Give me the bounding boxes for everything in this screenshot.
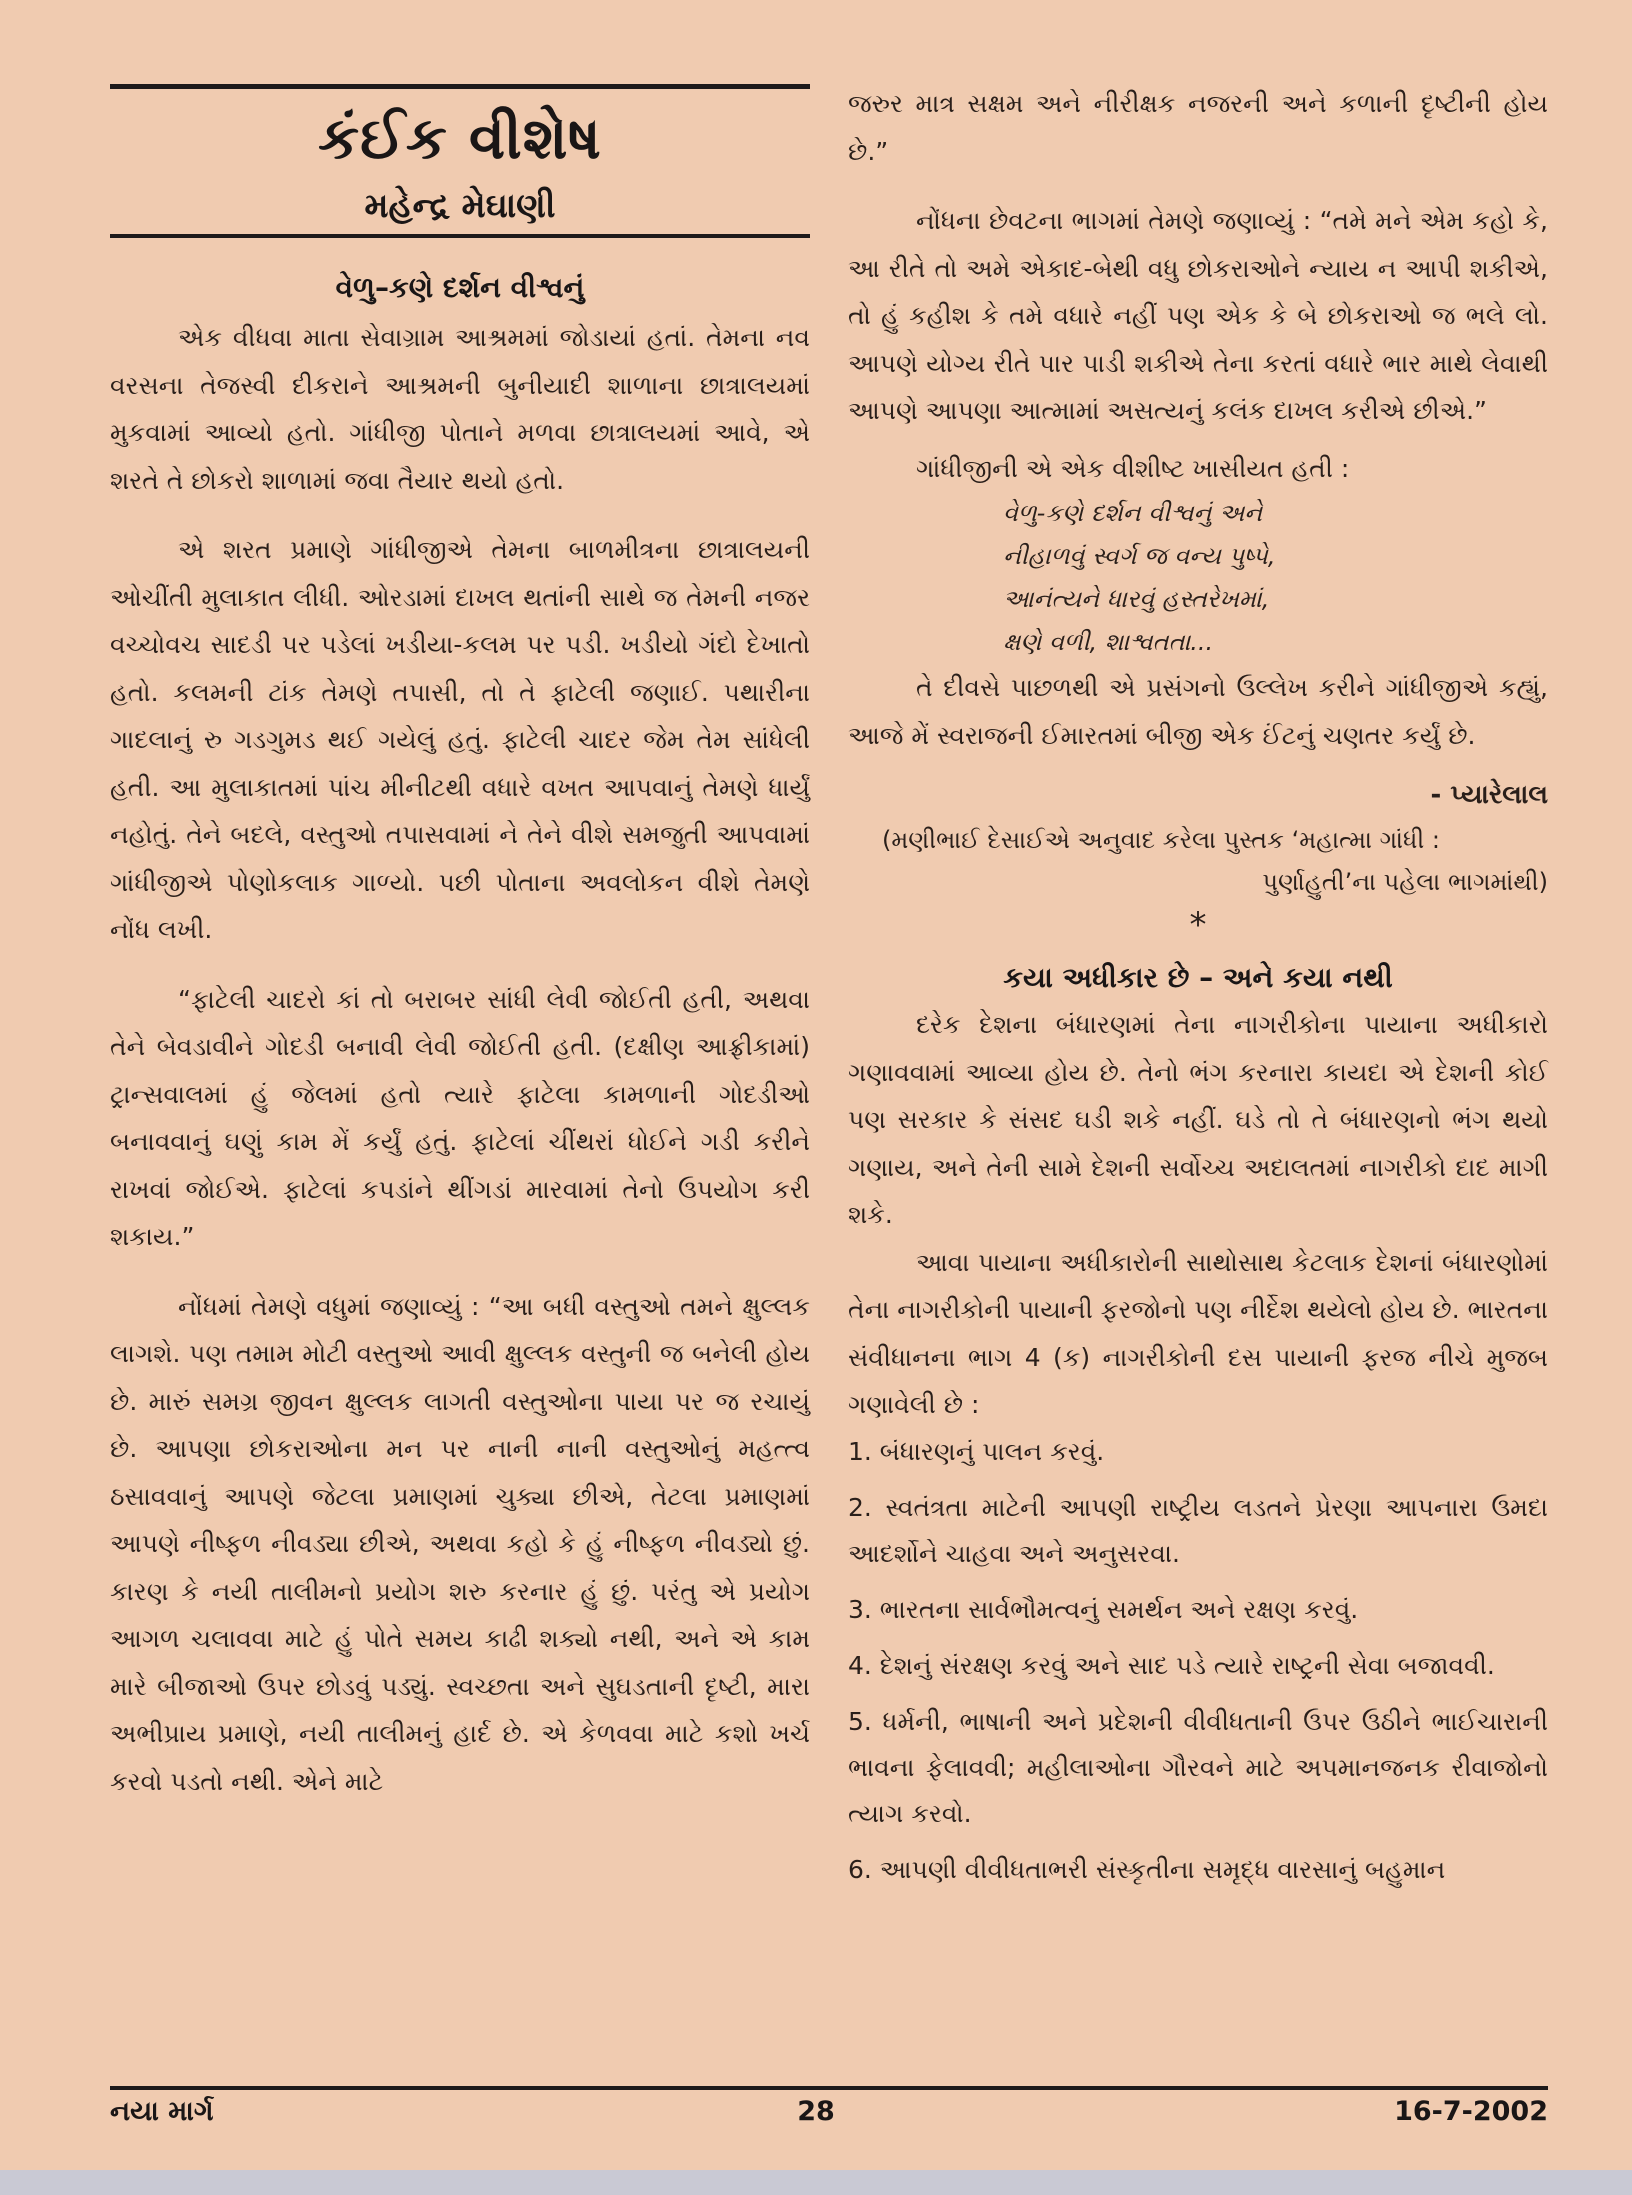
left-column <box>110 262 810 1805</box>
article1-paragraph-8: તે દીવસે પાછળથી એ પ્રસંગનો ઉલ્લેખ કરીને ગાંધીજીએ કહ્યું, આજે મેં સ્વરાજની ઈમારતમાં બીજી એક ઈંટનું ચણતર કર્યું છે. <box>848 673 1548 750</box>
footer-rule <box>110 2086 1548 2090</box>
poem-line: આનંત્યને ધારવું હસ્તરેખમાં, <box>1003 585 1270 613</box>
source-note-line-1: (મણીભાઈ દેસાઈએ અનુવાદ કરેલા પુસ્તક ‘મહાત્મા ગાંધી : <box>882 826 1440 854</box>
article2-paragraph-2: આવા પાયાના અધીકારોની સાથોસાથ કેટલાક દેશનાં બંધારણોમાં તેના નાગરીકોની પાયાની ફરજોનો પણ નીર્દેશ થયેલો હોય છે. ભારતના સંવીધાનના ભાગ 4 (ક) નાગરીકોની દસ પાયાની ફરજ નીચે મુજબ ગણાવેલી છે : <box>848 1247 1548 1419</box>
article1-paragraph-3: “ફાટેલી ચાદરો કાં તો બરાબર સાંધી લેવી જોઈતી હતી, અથવા તેને બેવડાવીને ગોદડી બનાવી લેવી જોઈતી હતી. (દક્ષીણ આફ્રીકામાં) ટ્રાન્સવાલમાં હું જેલમાં હતો ત્યારે ફાટેલા કામળાની ગોદડીઓ બનાવવાનું ઘણું કામ મેં કર્યું હતું. ફાટેલાં ચીંથરાં ધોઈને ગડી કરીને રાખવાં જોઈએ. ફાટેલાં કપડાંને થીંગડાં મારવામાં તેનો ઉપયોગ કરી શકાય.” <box>110 984 810 1251</box>
right-column <box>848 80 1548 1903</box>
author-signature: - પ્યારેલાલ <box>1430 780 1548 810</box>
article1-paragraph-4: નોંધમાં તેમણે વધુમાં જણાવ્યું : “આ બધી વસ્તુઓ તમને ક્ષુલ્લક લાગશે. પણ તમામ મોટી વસ્તુઓ આવી ક્ષુલ્લક વસ્તુની જ બનેલી હોય છે. મારું સમગ્ર જીવન ક્ષુલ્લક લાગતી વસ્તુઓના પાયા પર જ રચાયું છે. આપણા છોકરાઓના મન પર નાની નાની વસ્તુઓનું મહત્ત્વ ઠસાવવાનું આપણે જેટલા પ્રમાણમાં ચુક્યા છીએ, તેટલા પ્રમાણમાં આપણે નીષ્ફળ નીવડ્યા છીએ, અથવા કહો કે હું નીષ્ફળ નીવડ્યો છું. કારણ કે નયી તાલીમનો પ્રયોગ શરુ કરનાર હું છું. પરંતુ એ પ્રયોગ આગળ ચલાવવા માટે હું પોતે સમય કાઢી શક્યો નથી, અને એ કામ મારે બીજાઓ ઉપર છોડવું પડ્યું. સ્વચ્છતા અને સુઘડતાની દૃષ્ટી, મારા અભીપ્રાય પ્રમાણે, નયી તાલીમનું હાર્દ છે. એ કેળવવા માટે કશો ખર્ચ કરવો પડતો નથી. એને માટે <box>110 1291 810 1796</box>
issue-date: 16-7-2002 <box>1394 2096 1548 2127</box>
section-separator: * <box>1189 905 1207 945</box>
poem-line: ક્ષણે વળી, શાશ્વતતા... <box>1003 628 1214 656</box>
source-note-line-2: પુર્ણાહુતી’ના પહેલા ભાગમાંથી) <box>1262 868 1548 896</box>
list-item: 6. આપણી વીવીધતાભરી સંસ્કૃતીના સમૃદ્ધ વારસાનું બહુમાન <box>848 1854 1446 1884</box>
article2-paragraph-1: દરેક દેશના બંધારણમાં તેના નાગરીકોના પાયાના અધીકારો ગણાવવામાં આવ્યા હોય છે. તેનો ભંગ કરનારા કાયદા એ દેશની કોઈ પણ સરકાર કે સંસદ ઘડી શકે નહીં. ઘડે તો તે બંધારણનો ભંગ થયો ગણાય, અને તેની સામે દેશની સર્વોચ્ચ અદાલતમાં નાગરીકો દાદ માગી શકે. <box>848 1010 1548 1229</box>
article1-paragraph-2: એ શરત પ્રમાણે ગાંધીજીએ તેમના બાળમીત્રના છાત્રાલયની ઓચીંતી મુલાકાત લીધી. ઓરડામાં દાખલ થતાંની સાથે જ તેમની નજર વચ્ચોવચ સાદડી પર પડેલાં ખડીયા-કલમ પર પડી. ખડીયો ગંદો દેખાતો હતો. કલમની ટાંક તેમણે તપાસી, તો તે ફાટેલી જણાઈ. પથારીના ગાદલાનું રુ ગડગુમડ થઈ ગયેલું હતું. ફાટેલી ચાદર જેમ તેમ સાંધેલી હતી. આ મુલાકાતમાં પાંચ મીનીટથી વધારે વખત આપવાનું તેમણે ધાર્યું નહોતું. તેને બદલે, વસ્તુઓ તપાસવામાં ને તેને વીશે સમજુતી આપવામાં ગાંધીજીએ પોણોકલાક ગાળ્યો. પછી પોતાના અવલોકન વીશે તેમણે નોંધ લખી. <box>110 535 810 944</box>
page-number: 28 <box>797 2096 835 2127</box>
poem <box>848 492 1548 664</box>
list-item: 5. ધર્મની, ભાષાની અને પ્રદેશની વીવીધતાની ઉપર ઉઠીને ભાઈચારાની ભાવના ફેલાવવી; મહીલાઓના ગૌરવને માટે અપમાનજનક રીવાજોનો ત્યાગ કરવો. <box>848 1706 1548 1828</box>
article1-paragraph-7: ગાંધીજીની એ એક વીશીષ્ટ ખાસીયત હતી : <box>916 453 1350 483</box>
poem-line: નીહાળવું સ્વર્ગ જ વન્ય પુષ્પે, <box>1003 542 1276 570</box>
poem-line: વેળુ-કણે દર્શન વીશ્વનું અને <box>1003 499 1263 527</box>
list-item: 1. બંધારણનું પાલન કરવું. <box>848 1436 1105 1466</box>
duties-list <box>848 1429 1548 1893</box>
article1-paragraph-5: જરુર માત્ર સક્ષમ અને નીરીક્ષક નજરની અને કળાની દૃષ્ટીની હોય છે.” <box>848 89 1548 166</box>
scan-edge <box>0 2170 1632 2195</box>
article1-title: વેળુ–કણે દર્શન વીશ્વનું <box>335 271 585 304</box>
column-author: મહેન્દ્ર મેઘાણી <box>364 186 556 226</box>
column-title: કંઈક વીશેષ <box>318 104 602 172</box>
list-item: 2. સ્વતંત્રતા માટેની આપણી રાષ્ટ્રીય લડતને પ્રેરણા આપનારા ઉમદા આદર્શોને ચાહવા અને અનુસરવા. <box>848 1492 1548 1568</box>
author-rule <box>110 234 810 238</box>
top-rule <box>110 84 810 89</box>
article1-paragraph-6: નોંધના છેવટના ભાગમાં તેમણે જણાવ્યું : “તમે મને એમ કહો કે, આ રીતે તો અમે એકાદ-બેથી વધુ છોકરાઓને ન્યાય ન આપી શકીએ, તો હું કહીશ કે તમે વધારે નહીં પણ એક કે બે છોકરાઓ જ ભલે લો. આપણે યોગ્ય રીતે પાર પાડી શકીએ તેના કરતાં વધારે ભાર માથે લેવાથી આપણે આપણા આત્મામાં અસત્યનું કલંક દાખલ કરીએ છીએ.” <box>848 206 1548 425</box>
list-item: 3. ભારતના સાર્વભૌમત્વનું સમર્થન અને રક્ષણ કરવું. <box>848 1594 1359 1624</box>
article1-paragraph-1: એક વીધવા માતા સેવાગ્રામ આશ્રમમાં જોડાયાં હતાં. તેમના નવ વરસના તેજસ્વી દીકરાને આશ્રમની બુનીયાદી શાળાના છાત્રાલયમાં મુકવામાં આવ્યો હતો. ગાંધીજી પોતાને મળવા છાત્રાલયમાં આવે, એ શરતે તે છોકરો શાળામાં જવા તૈયાર થયો હતો. <box>110 323 810 495</box>
article2-title: કયા અધીકાર છે – અને કયા નથી <box>1003 961 1393 994</box>
list-item: 4. દેશનું સંરક્ષણ કરવું અને સાદ પડે ત્યારે રાષ્ટ્રની સેવા બજાવવી. <box>848 1650 1495 1680</box>
magazine-name: નયા માર્ગ <box>110 2096 214 2127</box>
